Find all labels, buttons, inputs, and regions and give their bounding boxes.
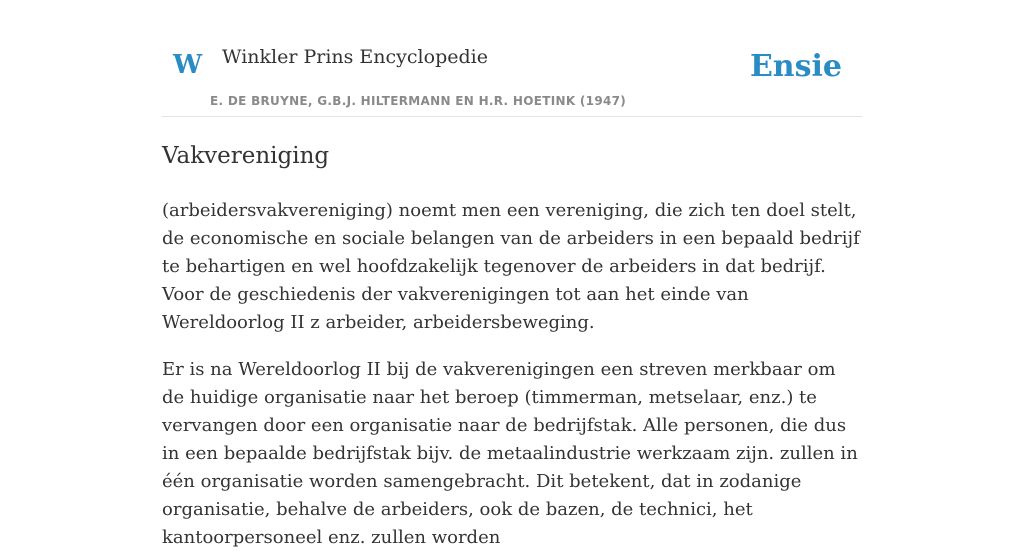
authors-line: E. DE BRUYNE, G.B.J. HILTERMANN EN H.R. HOETINK (1947) [210,94,627,108]
article-title: Vakvereniging [162,143,330,169]
publication-title[interactable]: Winkler Prins Encyclopedie [222,46,488,68]
article-page [162,0,862,552]
page-header [162,0,862,117]
article-paragraph-2: Er is na Wereldoorlog II bij de vakverenigingen een streven merkbaar om de huidige organisatie naar het beroep (timmerman, metselaar, enz.) te vervangen door een organisatie naar de bedrijfstak. Alle personen, die dus in een bepaalde bedrijfstak bijv. de metaalindustrie werkzaam zijn. zullen in één organisatie worden samengebracht. Dit betekent, dat in zodanige organisatie, behalve de arbeiders, ook de bazen, de technici, het kantoorpersoneel enz. zullen worden [162,358,858,548]
ensie-logo[interactable]: Ensie [749,49,842,84]
winkler-prins-logo[interactable]: W [173,50,203,80]
article-paragraph-1: (arbeidersvakvereniging) noemt men een vereniging, die zich ten doel stelt, de economische en sociale belangen van de arbeiders in een bepaald bedrijf te behartigen en wel hoofdzakelijk tegenover de arbeiders in dat bedrijf. Voor de geschiedenis der vakverenigingen tot aan het einde van Wereldoorlog II z arbeider, arbeidersbeweging. [162,199,860,333]
